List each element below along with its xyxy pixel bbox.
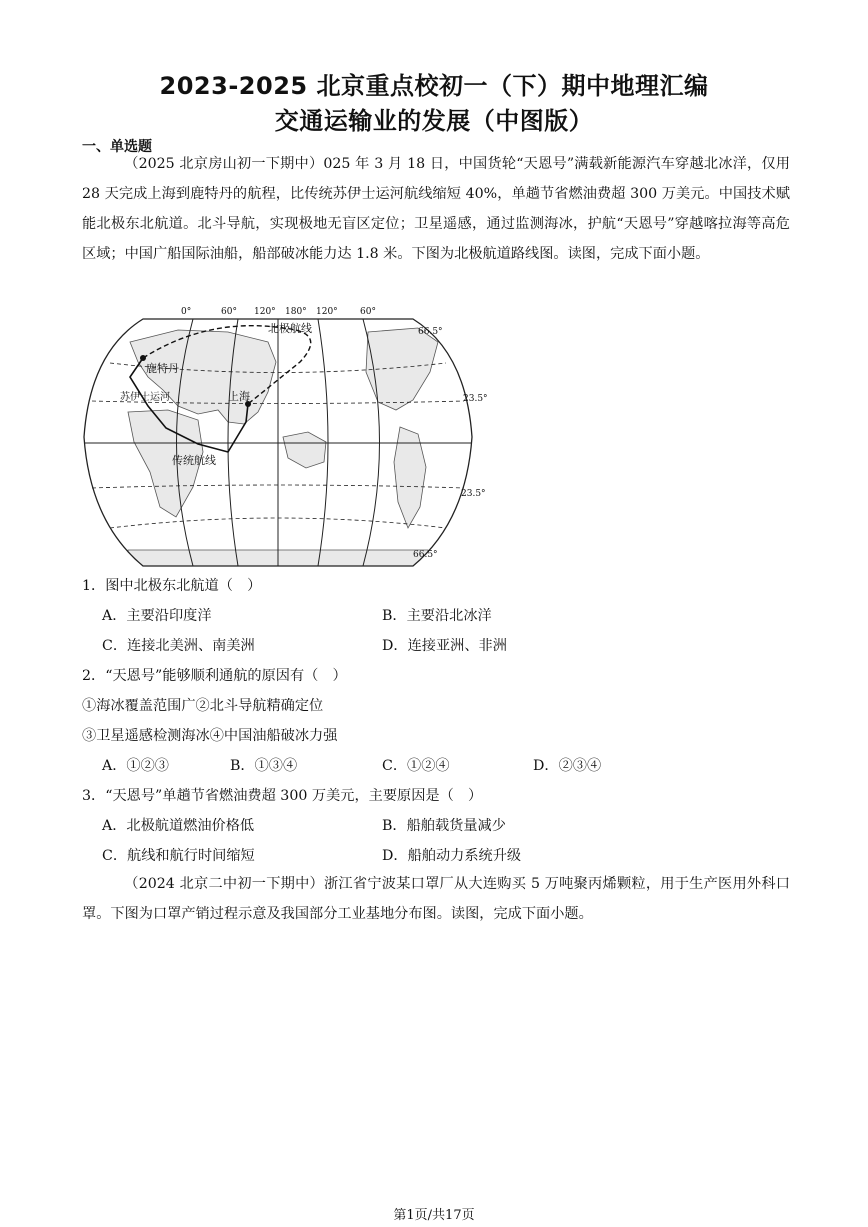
question-2-statement-1: ①海冰覆盖范围广②北斗导航精确定位 bbox=[82, 698, 324, 714]
question-3-option-a[interactable]: A．北极航道燃油价格低 bbox=[102, 818, 255, 834]
lat-label: 66.5° bbox=[418, 327, 443, 337]
rotterdam-label: 鹿特丹 bbox=[146, 362, 179, 375]
lat-label: 66.5° bbox=[413, 550, 438, 560]
shanghai-label: 上海 bbox=[228, 390, 250, 403]
question-1-option-d[interactable]: D．连接亚洲、非洲 bbox=[382, 638, 507, 654]
question-2-statement-2: ③卫星遥感检测海冰④中国油船破冰力强 bbox=[82, 728, 338, 744]
rotterdam-dot bbox=[140, 355, 146, 361]
passage-2-text: （2024 北京二中初一下期中）浙江省宁波某口罩厂从大连购买 5 万吨聚丙烯颗粒，用于生产医用外科口罩。下图为口罩产销过程示意及我国部分工业基地分布图。读图，完成下面小题。 bbox=[82, 876, 790, 922]
passage-2 bbox=[82, 869, 790, 929]
passage-1-text: （2025 北京房山初一下期中）025 年 3 月 18 日，中国货轮“天恩号”满载新能源汽车穿越北冰洋，仅用 28 天完成上海到鹿特丹的航程，比传统苏伊士运河航线缩短 40%，单趟节省燃油费超 300 万美元。中国技术赋能北极东北航道。北斗导航，实现极地无盲区定位；卫星遥感，通过监测海冰，护航“天恩号”穿越喀拉海等高危区域；中国广船国际油船，船部破冰能力达 1.8 米。下图为北极航道路线图。读图，完成下面小题。 bbox=[82, 156, 790, 262]
section-heading: 一、单选题 bbox=[82, 139, 152, 155]
page-title: 2023-2025 北京重点校初一（下）期中地理汇编 bbox=[159, 72, 709, 100]
question-2-option-d[interactable]: D．②③④ bbox=[533, 758, 602, 774]
lon-label: 60° bbox=[360, 307, 376, 317]
question-3-option-d[interactable]: D．船舶动力系统升级 bbox=[382, 848, 522, 864]
question-1-option-a[interactable]: A．主要沿印度洋 bbox=[102, 608, 212, 624]
question-3-option-c[interactable]: C．航线和航行时间缩短 bbox=[102, 848, 255, 864]
question-2-option-c[interactable]: C．①②④ bbox=[382, 758, 450, 774]
lon-label: 0° bbox=[181, 307, 192, 317]
suez-label: 苏伊士运河 bbox=[120, 392, 170, 403]
question-1-option-c[interactable]: C．连接北美洲、南美洲 bbox=[102, 638, 255, 654]
question-2-stem: 2．“天恩号”能够顺利通航的原因有（ ） bbox=[82, 668, 347, 684]
passage-1 bbox=[82, 149, 790, 269]
arctic-route-label: 北极航线 bbox=[268, 322, 312, 335]
lon-label: 180° bbox=[285, 307, 307, 317]
lon-label: 120° bbox=[254, 307, 276, 317]
question-1-option-b[interactable]: B．主要沿北冰洋 bbox=[382, 608, 492, 624]
arctic-route-map bbox=[68, 302, 488, 572]
lat-label: 23.5° bbox=[463, 394, 488, 404]
lon-label: 120° bbox=[316, 307, 338, 317]
traditional-route-label: 传统航线 bbox=[172, 454, 216, 467]
page-subtitle: 交通运输业的发展（中图版） bbox=[274, 107, 594, 135]
question-2-option-a[interactable]: A．①②③ bbox=[102, 758, 169, 774]
lon-label: 60° bbox=[221, 307, 237, 317]
question-1-stem: 1．图中北极东北航道（ ） bbox=[82, 578, 262, 594]
page-footer: 第1页/共17页 bbox=[393, 1208, 475, 1223]
lat-label: 23.5° bbox=[461, 489, 486, 499]
question-3-stem: 3．“天恩号”单趟节省燃油费超 300 万美元，主要原因是（ ） bbox=[82, 788, 483, 804]
question-3-option-b[interactable]: B．船舶载货量减少 bbox=[382, 818, 506, 834]
question-2-option-b[interactable]: B．①③④ bbox=[230, 758, 298, 774]
